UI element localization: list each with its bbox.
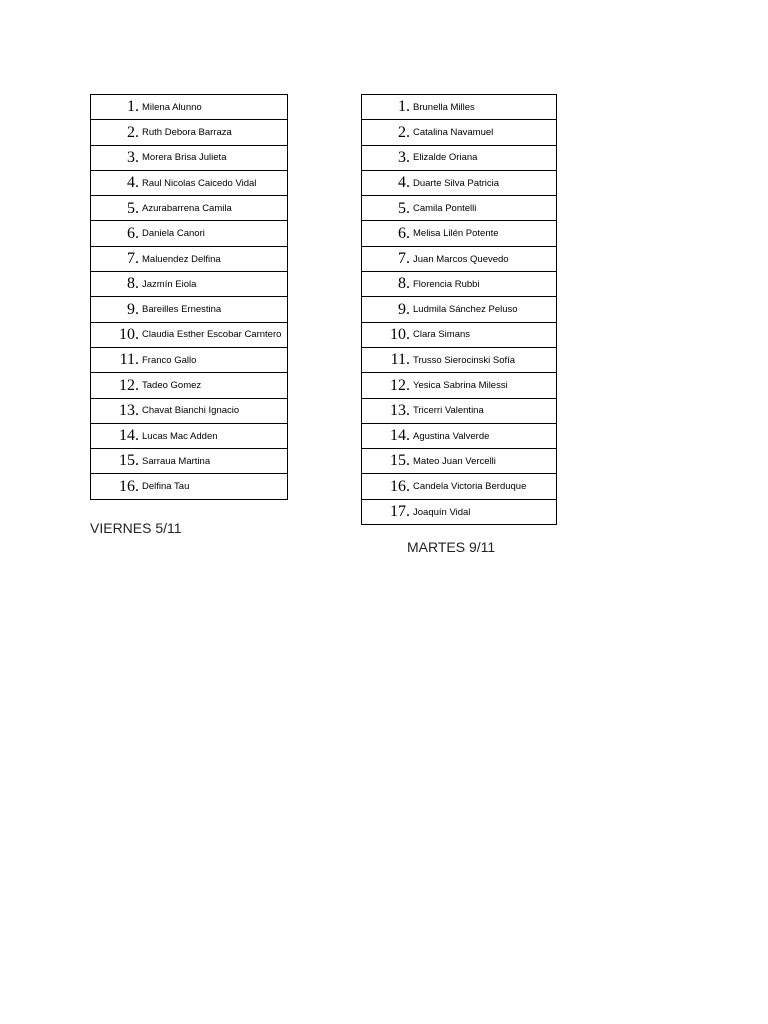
list-cell: [362, 474, 557, 499]
list-cell: [362, 196, 557, 221]
martes-student-list: [361, 94, 557, 525]
row-number: 10.: [390, 325, 410, 343]
row-number: 17.: [390, 503, 410, 521]
list-row: [91, 347, 288, 372]
list-row: [362, 272, 557, 297]
student-name: Milena Alunno: [142, 101, 202, 113]
row-number: 9.: [398, 300, 410, 318]
list-row: [362, 474, 557, 499]
student-name: Joaquín Vidal: [413, 506, 471, 518]
list-row: [362, 246, 557, 271]
list-cell: [362, 95, 557, 120]
martes-list-body: [362, 95, 557, 525]
student-name: Ludmila Sánchez Peluso: [413, 304, 518, 316]
student-name: Sarraua Martina: [142, 455, 211, 467]
martes-date-caption: MARTES 9/11: [407, 539, 496, 555]
list-cell: [91, 398, 288, 423]
row-number: 7.: [398, 250, 410, 268]
list-cell: [91, 373, 288, 398]
student-name: Tricerri Valentina: [413, 405, 484, 417]
list-row: [362, 170, 557, 195]
viernes-date-caption: VIERNES 5/11: [90, 520, 182, 536]
student-name: Mateo Juan Vercelli: [413, 455, 496, 467]
list-row: [91, 221, 288, 246]
student-name: Maluendez Delfina: [142, 253, 221, 265]
list-row: [362, 120, 557, 145]
list-cell: [91, 423, 288, 448]
list-row: [91, 95, 288, 120]
row-number: 15.: [119, 452, 139, 470]
student-name: Brunella Milles: [413, 101, 475, 113]
list-row: [362, 196, 557, 221]
student-name: Raul Nicolas Caicedo Vidal: [142, 177, 257, 189]
row-number: 9.: [127, 300, 139, 318]
student-name: Candela Victoria Berduque: [413, 481, 527, 493]
student-name: Juan Marcos Quevedo: [413, 253, 509, 265]
row-number: 13.: [390, 401, 410, 419]
list-cell: [91, 170, 288, 195]
row-number: 1.: [127, 98, 139, 116]
student-name: Clara Simans: [413, 329, 471, 341]
list-cell: [362, 499, 557, 524]
row-number: 12.: [119, 376, 139, 394]
list-row: [91, 170, 288, 195]
list-cell: [362, 297, 557, 322]
list-cell: [362, 449, 557, 474]
list-row: [91, 449, 288, 474]
student-name: Ruth Debora Barraza: [142, 127, 232, 139]
list-cell: [362, 170, 557, 195]
list-row: [91, 398, 288, 423]
list-row: [362, 449, 557, 474]
student-name: Melisa Lilén Potente: [413, 228, 499, 240]
student-name: Lucas Mac Adden: [142, 430, 218, 442]
list-row: [91, 474, 288, 499]
list-cell: [362, 373, 557, 398]
list-cell: [362, 120, 557, 145]
list-cell: [91, 120, 288, 145]
student-name: Trusso Sierocinski Sofía: [413, 354, 516, 366]
row-number: 12.: [390, 376, 410, 394]
student-name: Bareilles Ernestina: [142, 304, 222, 316]
list-cell: [362, 423, 557, 448]
list-row: [362, 297, 557, 322]
student-name: Chavat Bianchi Ignacio: [142, 405, 240, 417]
row-number: 6.: [127, 224, 139, 242]
student-name: Duarte Silva Patricia: [413, 177, 500, 189]
row-number: 6.: [398, 224, 410, 242]
student-name: Delfina Tau: [142, 481, 190, 493]
list-row: [91, 322, 288, 347]
row-number: 5.: [398, 199, 410, 217]
viernes-list-body: [91, 95, 288, 500]
row-number: 3.: [127, 148, 139, 166]
list-row: [91, 196, 288, 221]
row-number: 5.: [127, 199, 139, 217]
row-number: 7.: [127, 250, 139, 268]
row-number: 1.: [398, 98, 410, 116]
list-row: [362, 373, 557, 398]
row-number: 11.: [390, 351, 410, 369]
row-number: 16.: [390, 477, 410, 495]
list-row: [362, 347, 557, 372]
row-number: 10.: [119, 325, 139, 343]
row-number: 2.: [398, 123, 410, 141]
row-number: 3.: [398, 148, 410, 166]
list-cell: [362, 221, 557, 246]
row-number: 8.: [127, 275, 139, 293]
list-row: [91, 272, 288, 297]
list-cell: [91, 347, 288, 372]
list-row: [362, 145, 557, 170]
row-number: 16.: [119, 477, 139, 495]
student-name: Elizalde Oriana: [413, 152, 478, 164]
list-cell: [362, 145, 557, 170]
student-name: Claudia Esther Escobar Carntero: [142, 329, 282, 341]
student-name: Catalina Navamuel: [413, 127, 494, 139]
list-row: [91, 145, 288, 170]
list-cell: [91, 322, 288, 347]
list-cell: [362, 398, 557, 423]
list-row: [91, 246, 288, 271]
row-number: 13.: [119, 401, 139, 419]
student-name: Yesica Sabrina Milessi: [413, 380, 508, 392]
row-number: 2.: [127, 123, 139, 141]
viernes-student-list: [90, 94, 288, 500]
row-number: 8.: [398, 275, 410, 293]
student-name: Camila Pontelli: [413, 203, 477, 214]
list-cell: [91, 221, 288, 246]
list-cell: [362, 246, 557, 271]
row-number: 4.: [127, 174, 139, 192]
student-name: Agustina Valverde: [413, 430, 490, 442]
list-cell: [91, 272, 288, 297]
list-cell: [362, 272, 557, 297]
list-cell: [91, 474, 288, 499]
list-cell: [91, 449, 288, 474]
list-row: [91, 297, 288, 322]
list-row: [362, 322, 557, 347]
list-cell: [362, 347, 557, 372]
list-row: [362, 221, 557, 246]
list-cell: [91, 196, 288, 221]
student-name: Franco Gallo: [142, 354, 197, 366]
student-name: Jazmín Eiola: [142, 278, 197, 290]
student-name: Florencia Rubbi: [413, 278, 480, 290]
list-cell: [91, 145, 288, 170]
student-name: Daniela Canori: [142, 228, 205, 240]
list-cell: [91, 297, 288, 322]
row-number: 4.: [398, 174, 410, 192]
row-number: 14.: [390, 427, 410, 445]
row-number: 14.: [119, 427, 139, 445]
student-name: Morera Brisa Julieta: [142, 152, 227, 164]
row-number: 15.: [390, 452, 410, 470]
list-row: [91, 373, 288, 398]
student-name: Tadeo Gomez: [142, 380, 202, 392]
list-row: [362, 95, 557, 120]
list-row: [362, 423, 557, 448]
list-row: [362, 398, 557, 423]
list-row: [91, 423, 288, 448]
list-cell: [91, 95, 288, 120]
list-cell: [91, 246, 288, 271]
student-name: Azurabarrena Camila: [142, 203, 232, 214]
list-cell: [362, 322, 557, 347]
list-row: [362, 499, 557, 524]
row-number: 11.: [119, 351, 139, 369]
list-row: [91, 120, 288, 145]
